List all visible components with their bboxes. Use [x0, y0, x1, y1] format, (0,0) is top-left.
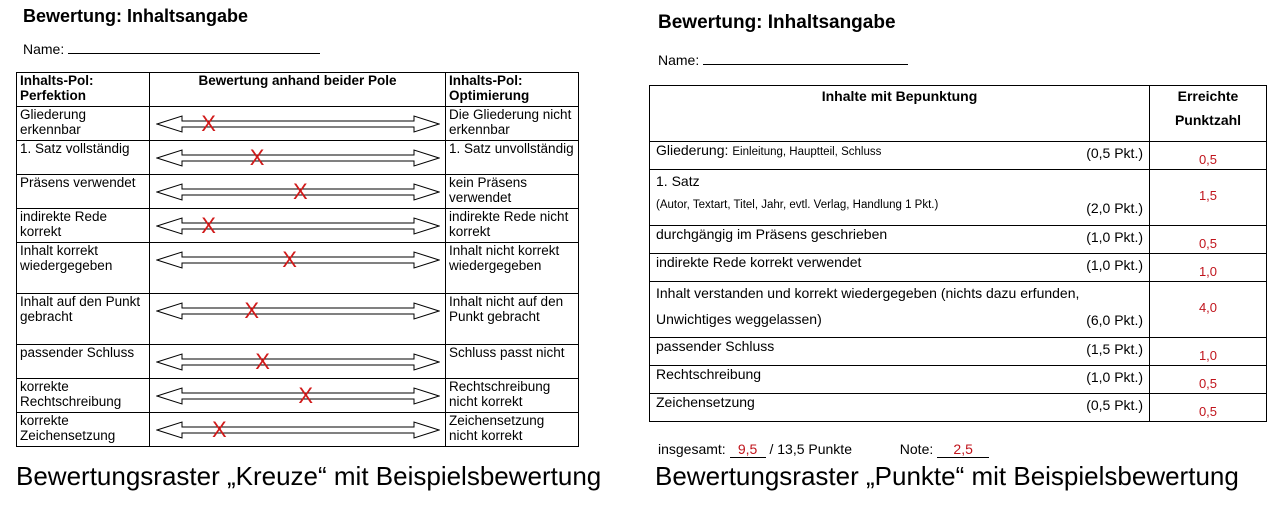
kreuz-header-right: Inhalts-Pol: Optimierung — [446, 73, 579, 107]
kreuz-row-left-label: passender Schluss — [17, 345, 150, 379]
kreuz-row-right-label: Schluss passt nicht — [446, 345, 579, 379]
kreuz-row-right-label: Rechtschreibung nicht korrekt — [446, 379, 579, 413]
kreuz-row-left-label: korrekte Zeichensetzung — [17, 413, 150, 447]
score-value: 1,0 — [1150, 254, 1267, 282]
kreuz-row-left-label: Präsens verwendet — [17, 175, 150, 209]
right-name-label: Name: — [658, 52, 700, 68]
score-value: 0,5 — [1150, 142, 1267, 170]
kreuz-row-right-label: Die Gliederung nicht erkennbar — [446, 107, 579, 141]
kreuz-header-left: Inhalts-Pol: Perfektion — [17, 73, 150, 107]
criterion-points: (1,5 Pkt.) — [1086, 341, 1143, 357]
punkte-row — [650, 282, 1267, 338]
punkte-row — [650, 170, 1267, 226]
kreuz-row-left-label: 1. Satz vollständig — [17, 141, 150, 175]
criterion-text: Gliederung: — [656, 142, 729, 158]
criterion-text: Zeichensetzung — [656, 394, 755, 410]
kreuz-row — [17, 294, 579, 345]
double-arrow-icon — [156, 112, 440, 136]
cross-mark: X — [282, 247, 297, 272]
double-arrow-icon — [156, 146, 440, 170]
criterion-text: passender Schluss — [656, 338, 775, 354]
left-caption: Bewertungsraster „Kreuze“ mit Beispielsbewertung — [16, 461, 602, 491]
kreuz-row-left-label: Inhalt korrekt wiedergegeben — [17, 243, 150, 294]
criterion-text: indirekte Rede korrekt verwendet — [656, 254, 862, 270]
cross-mark: X — [249, 145, 265, 170]
kreuz-row-left-label: indirekte Rede korrekt — [17, 209, 150, 243]
double-arrow-icon — [156, 214, 440, 238]
kreuz-row-scale — [150, 345, 446, 379]
kreuz-header-middle: Bewertung anhand beider Pole — [150, 73, 446, 107]
score-value: 4,0 — [1150, 282, 1267, 338]
punkte-table — [649, 85, 1267, 422]
right-title: Bewertung: Inhaltsangabe — [658, 12, 896, 33]
kreuz-row-right-label: kein Präsens verwendet — [446, 175, 579, 209]
punkte-row-criterion — [650, 170, 1150, 226]
kreuz-row — [17, 175, 579, 209]
kreuz-row-scale — [150, 209, 446, 243]
double-arrow-icon — [156, 299, 440, 323]
left-name-line — [68, 41, 320, 54]
punkte-header-score-line2: Punktzahl — [1174, 112, 1242, 128]
punkte-row-criterion — [650, 282, 1150, 338]
left-name-field — [23, 41, 320, 57]
criterion-points: (1,0 Pkt.) — [1086, 229, 1143, 245]
punkte-row-criterion — [650, 142, 1150, 170]
criterion-detail: (Autor, Textart, Titel, Jahr, evtl. Verlag, Handlung 1 Pkt.) — [656, 199, 939, 211]
kreuz-row-scale — [150, 413, 446, 447]
kreuz-row-right-label: Inhalt nicht auf den Punkt gebracht — [446, 294, 579, 345]
score-value: 1,5 — [1150, 170, 1267, 226]
kreuz-row-scale — [150, 294, 446, 345]
grade-label: Note: — [899, 441, 934, 457]
score-value: 0,5 — [1150, 394, 1267, 422]
right-name-line — [703, 52, 908, 65]
cross-mark: X — [201, 111, 216, 136]
criterion-text: 1. Satz — [656, 173, 700, 189]
punkte-row-criterion — [650, 226, 1150, 254]
cross-mark: X — [212, 417, 227, 442]
criterion-detail: Einleitung, Hauptteil, Schluss — [732, 146, 882, 158]
kreuz-row — [17, 345, 579, 379]
kreuz-row-scale — [150, 243, 446, 294]
cross-mark: X — [201, 213, 216, 238]
cross-mark: X — [293, 179, 308, 204]
punkte-row-criterion — [650, 366, 1150, 394]
punkte-header-score — [1150, 86, 1267, 142]
kreuz-row-scale — [150, 107, 446, 141]
punkte-row — [650, 226, 1267, 254]
criterion-points: (2,0 Pkt.) — [1086, 200, 1143, 216]
kreuz-row — [17, 379, 579, 413]
criterion-points: (1,0 Pkt.) — [1086, 257, 1143, 273]
punkte-row-criterion — [650, 394, 1150, 422]
kreuz-table — [16, 72, 579, 447]
criterion-text: Rechtschreibung — [656, 366, 762, 382]
total-suffix: / 13,5 Punkte — [769, 441, 852, 457]
criterion-points: (1,0 Pkt.) — [1086, 369, 1143, 385]
double-arrow-icon — [156, 248, 440, 272]
criterion-points: (6,0 Pkt.) — [1086, 312, 1143, 328]
cross-mark: X — [244, 298, 260, 323]
cross-mark: X — [255, 349, 270, 374]
kreuz-row — [17, 141, 579, 175]
punkte-row-criterion — [650, 338, 1150, 366]
criterion-points: (0,5 Pkt.) — [1086, 145, 1143, 161]
punkte-row — [650, 338, 1267, 366]
kreuz-row — [17, 413, 579, 447]
kreuz-row-scale — [150, 141, 446, 175]
total-value: 9,5 — [730, 441, 766, 458]
kreuz-row-left-label: korrekte Rechtschreibung — [17, 379, 150, 413]
kreuz-row — [17, 243, 579, 294]
kreuz-row-right-label: indirekte Rede nicht korrekt — [446, 209, 579, 243]
left-name-label: Name: — [23, 41, 65, 57]
punkte-header-score-line1: Erreichte — [1177, 88, 1239, 104]
double-arrow-icon — [156, 350, 440, 374]
kreuz-row-right-label: Zeichensetzung nicht korrekt — [446, 413, 579, 447]
kreuz-row-scale — [150, 379, 446, 413]
criterion-text: durchgängig im Präsens geschrieben — [656, 226, 888, 242]
kreuz-row-right-label: 1. Satz unvollständig — [446, 141, 579, 175]
criterion-detail: Unwichtiges weggelassen) — [656, 311, 822, 327]
total-line — [658, 441, 989, 458]
kreuz-row-scale — [150, 175, 446, 209]
left-title: Bewertung: Inhaltsangabe — [23, 6, 249, 26]
punkte-row — [650, 394, 1267, 422]
punkte-header-criteria: Inhalte mit Bepunktung — [650, 86, 1150, 142]
total-label: insgesamt: — [658, 441, 726, 457]
score-value: 0,5 — [1150, 366, 1267, 394]
double-arrow-icon — [156, 418, 440, 442]
score-value: 1,0 — [1150, 338, 1267, 366]
kreuz-row — [17, 209, 579, 243]
punkte-row — [650, 142, 1267, 170]
criterion-text: Inhalt verstanden und korrekt wiedergegeben (nichts dazu erfunden, — [656, 285, 1080, 301]
right-caption: Bewertungsraster „Punkte“ mit Beispielsbewertung — [655, 461, 1239, 491]
punkte-row — [650, 254, 1267, 282]
cross-mark: X — [298, 383, 314, 408]
right-name-field — [658, 52, 908, 68]
criterion-points: (0,5 Pkt.) — [1086, 397, 1143, 413]
kreuz-row-left-label: Gliederung erkennbar — [17, 107, 150, 141]
grade-value: 2,5 — [937, 441, 989, 458]
punkte-row-criterion — [650, 254, 1150, 282]
score-value: 0,5 — [1150, 226, 1267, 254]
kreuz-row — [17, 107, 579, 141]
punkte-row — [650, 366, 1267, 394]
kreuz-row-right-label: Inhalt nicht korrekt wiedergegeben — [446, 243, 579, 294]
kreuz-row-left-label: Inhalt auf den Punkt gebracht — [17, 294, 150, 345]
